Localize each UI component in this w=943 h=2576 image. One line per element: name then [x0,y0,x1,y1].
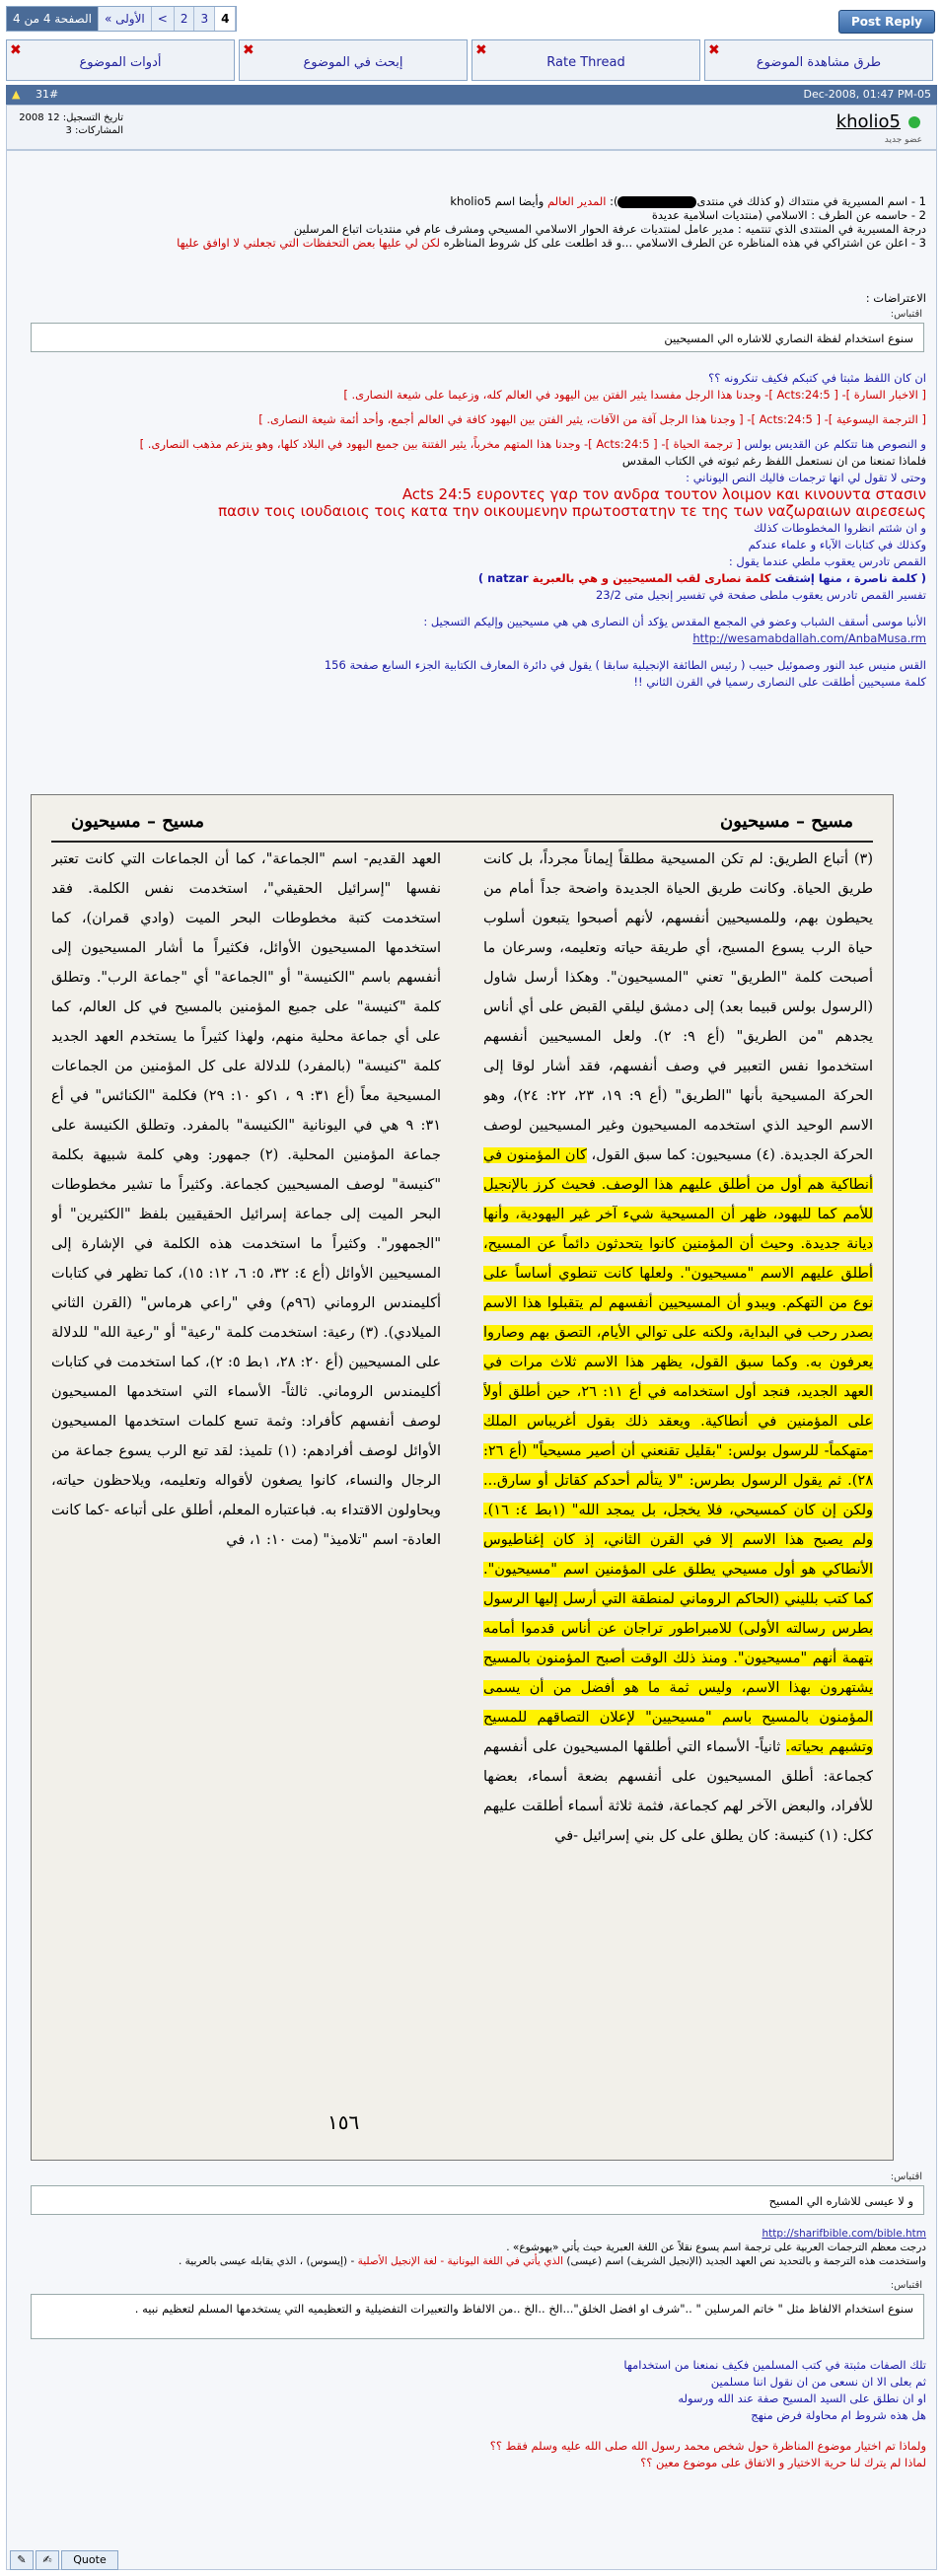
redacted-mark [617,196,696,208]
quote-box: سنوع استخدام لفظة النصاري للاشاره الي المسيحيين [31,323,924,352]
search-thread-menu[interactable]: ✖ إبحث في الموضوع [239,39,468,81]
scan-header-right: مسيح – مسيحيون [720,811,853,832]
sharif-bible-link[interactable]: http://sharifbible.com/bible.htm [762,2228,926,2240]
page-number: ١٥٦ [327,2110,360,2134]
header-rule [51,841,873,843]
argument-section: ان كان اللفظ مثبتا في كتبكم فكيف تنكرونه ؟؟ [ الاخبار السارة ]- [ Acts:24:5 ]- وجدنا هذا الرجل مفسدا يثير الفتن بين اليهود في العالم كله، وزعيما على شيعة النصارى. ] [ الترجمة اليسوعية ]- [ Acts:24:5 ]- [ وجدنا هذا الرجل آفة من الآفات، يثير الفتن بين اليهود كافة في العالم أجمع، وأحد أئمة شيعة النصارى. ] و النصوص هنا تتكلم عن القديس بولس [ ترجمة الحياة ]- [ Acts:24:5 ]- وجدنا هذا المتهم مخرباً، يثير الفتنة بين جميع اليهود في البلاد كلها، وهو يتزعم مذهب النصارى. ] فلماذا تمنعنا من ان نستعمل اللفظ رغم ثبوته في الكتاب المقدس وحتى لا تقول لي انها ترجمات فاليك النص اليوناني : Acts 24:5 ευροντες γαρ τον ανδρα τουτον λοιμον και κινουντα στασιν πασιν τοις ιουδαιοις τοις κατα την οικουμενην πρωτοστατην τε της των ναζωραιων αιρεσεως و ان شئتم انظروا المخطوطات كذلك وكذلك في كتابات الآباء و علماء عندكم القمص تادرس يعقوب ملطي عندما يقول : ( كلمة ناصرة ، منها إشتقت كلمة نصارى لقب المسيحيين و هي بالعبرية natzar ) تفسير القمص تادرس يعقوب ملطى صفحة في تفسير إنجيل متى 23/2 الأنبا موسى أسقف الشباب وعضو في المجمع المقدس يؤكد أن النصارى هي هي مسيحيين وإليكم التسجيل : http://wesamabdallah.com/AnbaMusa.rm القس منيس عبد النور وصموئيل حبيب ( رئيس الطائفة الإنجيلية سابقا ) يقول في دائرة المعارف الكتابية الجزء السابع صفحة 156 كلمة مسيحيين أطلقت على النصارى رسميا في القرن الثاني !! [139,371,926,689]
registration-date: تاريخ التسجيل: 12 2008 [19,112,123,123]
intro-block: 1 - اسم المسيرية في منتداك (و كذلك في منتدى): المدير العالم وأيضا اسم kholio5 2 - حاسمه عن الطرف : الاسلامي (منتديات اسلامية عديدة درجة المسيرية في المنتدى الذي تنتميه : مدير عامل لمنتديات عرفة الحوار الاسلامي المسيحي ومشرف عام في منتديات اتباع المرسلين 3 - اعلن عن اشتراكي في هذه المناظره عن الطرف الاسلامي ...و قد اطلعت على كل شروط المناظره لكن لي عليها بعض التحفظات التي تجعلني لا اوافق عليها [177,194,926,250]
close-icon: ✖ [475,42,487,58]
anba-musa-link[interactable]: http://wesamabdallah.com/AnbaMusa.rm [692,631,926,645]
post-number[interactable]: 31# [36,88,59,101]
user-info [6,105,937,150]
close-icon: ✖ [243,42,254,58]
quote-label: اقتباس: [890,309,922,320]
multiquote-icon[interactable]: ✎ [10,2550,34,2570]
quote-label: اقتباس: [890,2171,922,2182]
display-modes-menu[interactable]: ✖ طرق مشاهدة الموضوع [704,39,933,81]
username[interactable]: kholio5 [835,111,901,132]
user-stats [15,111,123,137]
post-actions [6,2550,937,2572]
page-navigation [6,6,237,32]
conditions-section: تلك الصفات مثبتة في كتب المسلمين فكيف نمنعنا من استخدامها ثم بعلى الا ان نسعى من ان نقول اننا مسلمين او ان نطلق على السيد المسيح صفة عند الله ورسوله هل هذه شروط ام محاولة فرض منهج ولماذا تم اختيار موضوع المناظرة حول شخص محمد رسول الله صلى الله عليه وسلم فقط ؟؟ لماذا لم يترك لنا حرية الاختيار و الاتفاق على موضوع معين ؟؟ [489,2358,926,2469]
post-reply-button[interactable]: Post Reply [838,10,935,34]
warning-icon: ▲ [12,88,21,101]
close-icon: ✖ [10,42,22,58]
online-status-icon [908,116,920,128]
quote-label: اقتباس: [890,2280,922,2291]
scanned-book-page [31,794,894,2161]
scan-header-left: مسيح – مسيحيون [71,811,204,832]
thread-tools-menu[interactable]: ✖ أدوات الموضوع [6,39,235,81]
quick-reply-icon[interactable]: ✍ [36,2550,59,2570]
page-link-2[interactable]: 2 [175,7,195,31]
scan-left-column: العهد القديم- اسم "الجماعة"، كما أن الجماعات التي كانت تعتبر نفسها "إسرائيل الحقيقي"، استخدمت نفس الكلمة. فقد استخدمت كتبة مخطوطات البحر الميت (وادي قمران)، كما استخدمها المسيحيون الأوائل، فكثيراً ما أشار المسيحيون إلى أنفسهم باسم "الكنيسة" أو "الجماعة" أي "جماعة الرب". وتطلق كلمة "كنيسة" على جميع المؤمنين بالمسيح في كل العالم، كما على أي جماعة محلية منهم، ولهذا كثيراً ما يستخدم العهد الجديد كلمة "كنيسة" (بالمفرد) للدلالة على كل المؤمنين من الجماعات المسيحية معاً (أع ٣١: ٩ ، ١كو ١٠: ٢٩) فكلمة "الكنائس" في أع ٣١: ٩ هي في اليونانية "الكنيسة" بالمفرد. وتطلق الكنيسة على جماعة المؤمنين المحلية. (٢) جمهور: وهي كلمة شبيهة بكلمة "كنيسة" لوصف المسيحيين كجماعة. وكثيراً ما تشير مخطوطات البحر الميت إلى جماعة إسرائيل الحقيقيين بلفظ "الكثيرين" أو "الجمهور". وكثيراً ما استخدمت هذه الكلمة في الإشارة إلى المسيحيين الأوائل (أع ٤: ٣٢، ٥: ٦، ١٢: ١٥)، كما تظهر في كتابات أكليمندس الروماني (٩٦م) وفي "راعي هرماس" (القرن الثاني الميلادي). (٣) رعية: استخدمت كلمة "رعية" أو "رعية الله" للدلالة على المسيحيين (أع ٢٠: ٢٨، ١بط ٥: ٢)، كما استخدمت في كتابات أكليمندس الروماني. ثالثاً- الأسماء التي استخدمها المسيحيون لوصف أنفسهم كأفراد: وثمة تسع كلمات استخدمها المسيحيون الأوائل لوصف أفرادهم: (١) تلميذ: لقد تبع الرب يسوع جماعة من الرجال والنساء، كانوا يصغون لأقواله وتعليمه، ويلاحظون حياته، ويحاولون الاقتداء به. فباعتباره المعلم، أطلق على أتباعه -كما كانت العادة- اسم "تلاميذ" (مت ١٠: ١، في [51,851,441,1548]
top-bar [0,0,943,39]
post-content [6,150,937,2570]
close-icon: ✖ [708,42,720,58]
page-link-3[interactable]: 3 [194,7,215,31]
sharif-bible-section: http://sharifbible.com/bible.htm درجت معظم الترجمات العربية على ترجمة اسم يسوع نقلاً عن اللغة العبرية حيث يأتي «يهوشوع» . واستخدمت هذه الترجمة و بالتحديد نص العهد الجديد (الإنجيل الشريف) اسم (عيسى) الذي يأتي في اللغة اليونانية - لغة الإنجيل الأصلية - (إيسوس) ، الذي يقابله عيسى بالعربية . [178,2228,926,2267]
thread-tools [6,39,937,81]
scan-right-column: (٣) أتباع الطريق: لم تكن المسيحية مطلقاً إيماناً مجرداً، بل كانت طريق الحياة. وكانت طريق الحياة الجديدة واضحة جداً أمام من يحيطون بهم، وللمسيحيين أنفسهم، لأنهم أصبحوا يتبعون أسلوب حياة الرب يسوع المسيح، أي طريقة حياته وتعليمه، وسرعان ما أصبحت كلمة "الطريق" تعني "المسيحيون". وهكذا أرسل شاول (الرسول بولس قبيما بعد) إلى دمشق ليلقي القبض على أي أناس يجدهم "من الطريق" (أع ٩: ٢). ولعل المسيحيين أنفسهم استخدموا نفس التعبير في وصف أنفسهم، فقد أشار لوقا إلى الحركة المسيحية بأنها "الطريق" (أع ٩: ١٩، ٢٣، ٢٢: ٢٤)، وهو الاسم الوحيد الذي استخدمه المسيحيون وغير المسيحيين لوصف الحركة الجديدة. (٤) مسيحيون: كما سبق القول، كان المؤمنون في أنطاكية هم أول من أطلق عليهم هذا الوصف. فحيث كرز بالإنجيل للأمم كما لليهود، ظهر أن المسيحية شيء آخر غير اليهودية، وأنها ديانة جديدة. وحيث أن المؤمنين كانوا يتحدثون دائماً عن المسيح، أطلق عليهم الاسم "مسيحيون". ولعلها كانت تنطوي أساساً على نوع من التهكم. ويبدو أن المسيحيين أنفسهم لم يتقبلوا هذا الاسم بصدر رحب في البداية، ولكنه على توالي الأيام، التصق بهم وصاروا يعرفون به. وكما سبق القول، يظهر هذا الاسم ثلاث مرات في العهد الجديد، فنجد أول استخدامه في أع ١١: ٢٦، حين أطلق أولاً على المؤمنين في أنطاكية. ويعقد ذلك بقول أغريباس الملك -متهكماً- للرسول بولس: "بقليل تقنعني أن أصير مسيحياً" (أع ٢٦: ٢٨). ثم يقول الرسول بطرس: "لا يتألم أحدكم كقاتل أو سارق... ولكن إن كان كمسيحي، فلا يخجل، بل يمجد الله" (١بط ٤: ١٦). ولم يصبح هذا الاسم إلا في القرن الثاني، إذ كان إغناطيوس الأنطاكي هو أول مسيحي يطلق على المؤمنين اسم "مسيحيون". كما كتب بلليني (الحاكم الروماني لمنطقة التي أرسل إليها الرسول بطرس رسالته الأولى) للامبراطور تراجان عن أناس قدموا أمامه بتهمة أنهم "مسيحيون". ومنذ ذلك الوقت أصبح المؤمنون بالمسيح يشتهرون بهذا الاسم، وليس ثمة ما هو أفضل من أن يسمى المؤمنون بالمسيح باسم "مسيحيين" لإعلان التصاقهم للمسيح وتشبهم بحياته. ثانياً- الأسماء التي أطلقها المسيحيون على أنفسهم كجماعة: أطلق المسيحيون على أنفسهم بضعة أسماء، بعضها للأفراد، والبعض الآخر لهم كجماعة، فثمة ثلاثة أسماء أطلقت عليهم ككل: (١) كنيسة: كان يطلق على كل بني إسرائيل -في [483,851,873,1844]
post-date: Dec-2008, 01:47 PM-05 [803,88,931,101]
user-title: عضو جديد [884,135,922,145]
quote-button[interactable]: Quote [61,2550,118,2570]
post-count: المشاركات: 3 [65,125,123,136]
prev-page-link[interactable]: < [152,7,175,31]
current-page: 4 [215,7,236,31]
rate-thread-menu[interactable]: ✖ Rate Thread [472,39,700,81]
page-label: الصفحة 4 من 4 [7,7,99,31]
first-page-link[interactable]: « الأولى [99,7,152,31]
post-header [6,85,937,105]
quote-box: و لا عيسى للاشاره الي المسيح [31,2185,924,2215]
objections-label: الاعتراضات : [865,291,926,305]
quote-box: سنوع استخدام الالفاظ مثل " خاتم المرسلين " .."شرف او افضل الخلق"...الخ ..الخ ..من الالفاظ والتعبيرات التفضيلية و التعظيميه التي يستخدمها المسلم لتعظيم نبيه . [31,2294,924,2339]
